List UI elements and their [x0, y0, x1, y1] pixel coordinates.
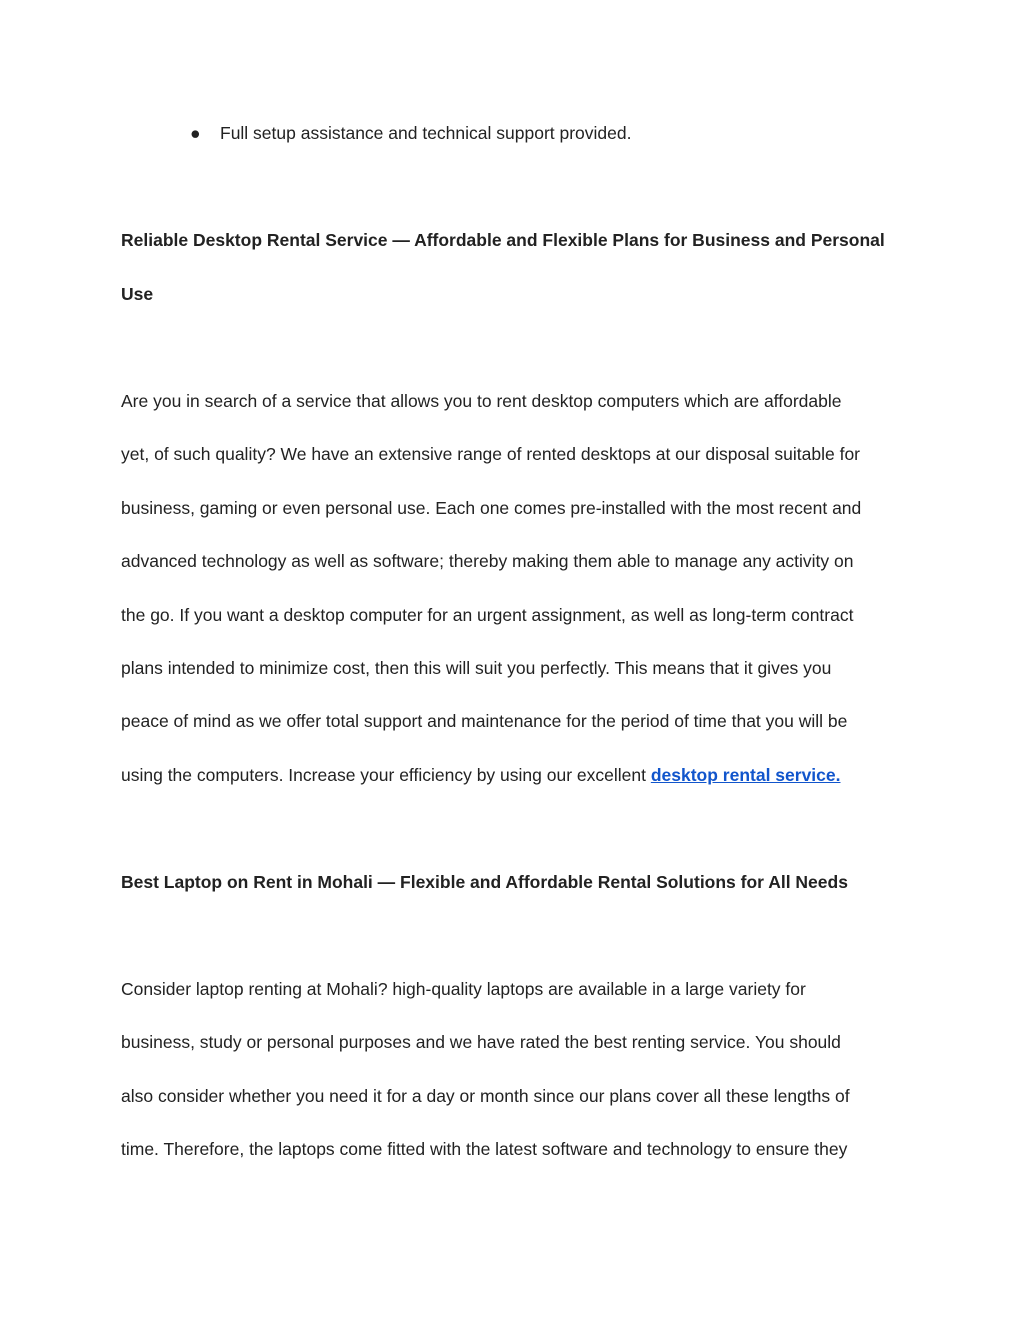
section2-paragraph-line-4: time. Therefore, the laptops come fitted with the latest software and technology to ensure they [121, 1139, 848, 1159]
section2-paragraph-line-1: Consider laptop renting at Mohali? high-quality laptops are available in a large variety for [121, 979, 806, 999]
section2-paragraph-line-2: business, study or personal purposes and we have rated the best renting service. You should [121, 1032, 841, 1052]
section1-heading-line-1: Reliable Desktop Rental Service — Affordable and Flexible Plans for Business and Personal [121, 230, 885, 250]
section1-heading-line-2: Use [121, 284, 154, 304]
section1-paragraph-line-2: yet, of such quality? We have an extensive range of rented desktops at our disposal suitable for [121, 444, 861, 464]
section2-paragraph-line-3: also consider whether you need it for a day or month since our plans cover all these lengths of [121, 1086, 850, 1106]
section1-paragraph-line-6: plans intended to minimize cost, then this will suit you perfectly. This means that it gives you [121, 658, 832, 678]
section1-paragraph-line-8 [121, 763, 921, 787]
section1-paragraph-line-8-text: using the computers. Increase your efficiency by using our excellent [121, 765, 651, 785]
section2-heading: Best Laptop on Rent in Mohali — Flexible and Affordable Rental Solutions for All Needs [121, 872, 848, 892]
section1-paragraph-line-5: the go. If you want a desktop computer for an urgent assignment, as well as long-term contract [121, 605, 854, 625]
section1-paragraph-line-4: advanced technology as well as software; thereby making them able to manage any activity on [121, 551, 854, 571]
section1-paragraph-line-7: peace of mind as we offer total support and maintenance for the period of time that you will be [121, 711, 848, 731]
bullet-icon: ● [190, 123, 201, 143]
section1-paragraph-line-1: Are you in search of a service that allows you to rent desktop computers which are affordable [121, 391, 842, 411]
bullet-item [190, 121, 632, 145]
desktop-rental-service-link[interactable]: desktop rental service. [650, 765, 841, 785]
section1-paragraph-line-3: business, gaming or even personal use. Each one comes pre-installed with the most recent and [121, 498, 862, 518]
bullet-text: Full setup assistance and technical support provided. [220, 123, 632, 143]
